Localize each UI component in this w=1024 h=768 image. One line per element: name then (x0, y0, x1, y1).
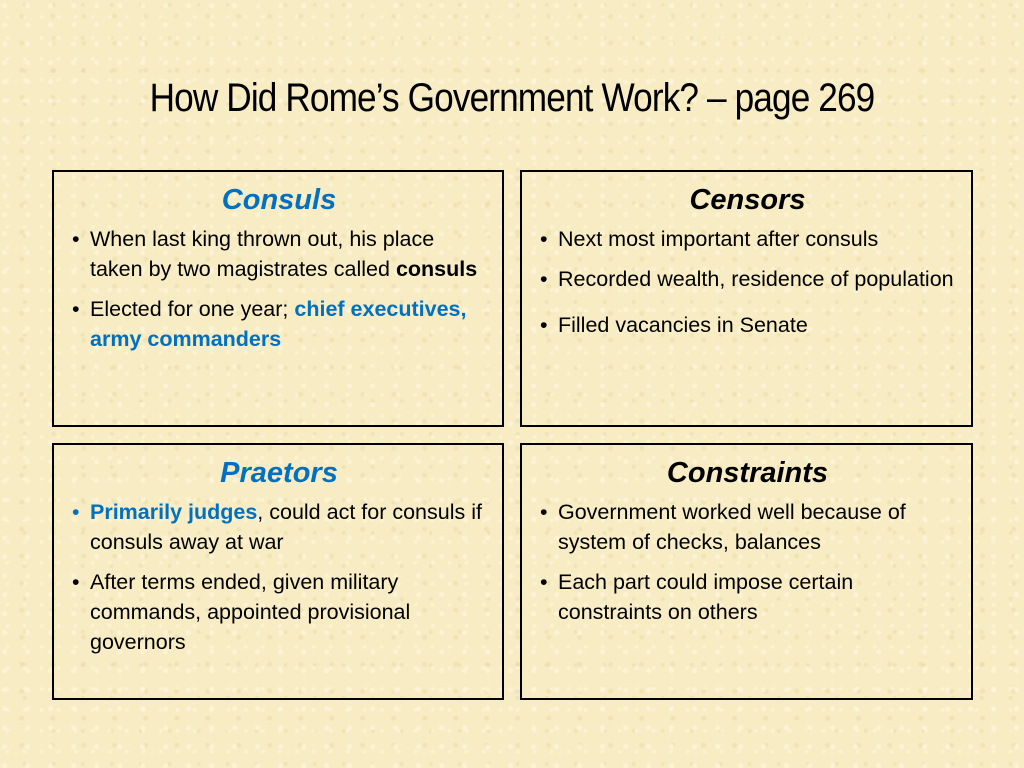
consuls-bullet-list (72, 224, 486, 354)
bullet-icon: • (72, 227, 80, 251)
censors-bullet-2 (540, 264, 955, 294)
praetors-bullet-1 (72, 497, 486, 557)
censors-bullet-3 (540, 310, 955, 340)
consuls-heading: Consuls (221, 184, 337, 216)
censors-bullet-3-text: Filled vacancies in Senate (558, 313, 808, 337)
consuls-box (52, 170, 504, 427)
consuls-bullet-2 (72, 294, 486, 354)
constraints-bullet-2 (540, 567, 955, 627)
censors-heading: Censors (689, 184, 806, 216)
praetors-bullet-2 (72, 567, 486, 657)
constraints-bullet-1-text: Government worked well because of system of checks, balances (558, 500, 906, 554)
consuls-bullet-2-text: Elected for one year; (90, 297, 295, 321)
constraints-bullet-2-text: Each part could impose certain constraints on others (558, 570, 854, 624)
consuls-bullet-1 (72, 224, 486, 284)
censors-bullet-1 (540, 224, 955, 254)
bullet-icon: • (540, 313, 548, 337)
bullet-icon: • (72, 570, 80, 594)
constraints-bullet-list (540, 497, 955, 627)
censors-box (520, 170, 973, 427)
praetors-bullet-1-text: , could act for consuls if consuls away at war (90, 500, 482, 554)
praetors-bullet-2-text: After terms ended, given military commands, appointed provisional governors (90, 570, 411, 654)
bullet-icon: • (72, 500, 80, 524)
bullet-icon: • (540, 570, 548, 594)
constraints-bullet-1 (540, 497, 955, 557)
constraints-box (520, 443, 973, 700)
slide-title: How Did Rome’s Government Work? – page 269 (149, 76, 875, 120)
consuls-bullet-1-emphasis: consuls (395, 257, 478, 281)
praetors-bullet-1-emphasis: Primarily judges (90, 500, 258, 524)
consuls-bullet-2-emphasis: chief executives, army commanders (90, 297, 467, 351)
constraints-heading: Constraints (666, 457, 829, 489)
censors-bullet-2-text: Recorded wealth, residence of population (558, 267, 954, 291)
praetors-bullet-list (72, 497, 486, 657)
censors-bullet-list (540, 224, 955, 340)
bullet-icon: • (72, 297, 80, 321)
praetors-box (52, 443, 504, 700)
consuls-bullet-1-text: When last king thrown out, his place taken by two magistrates called (90, 227, 435, 281)
praetors-heading: Praetors (220, 457, 338, 489)
censors-bullet-1-text: Next most important after consuls (558, 227, 879, 251)
bullet-icon: • (540, 267, 548, 291)
bullet-icon: • (540, 227, 548, 251)
bullet-icon: • (540, 500, 548, 524)
